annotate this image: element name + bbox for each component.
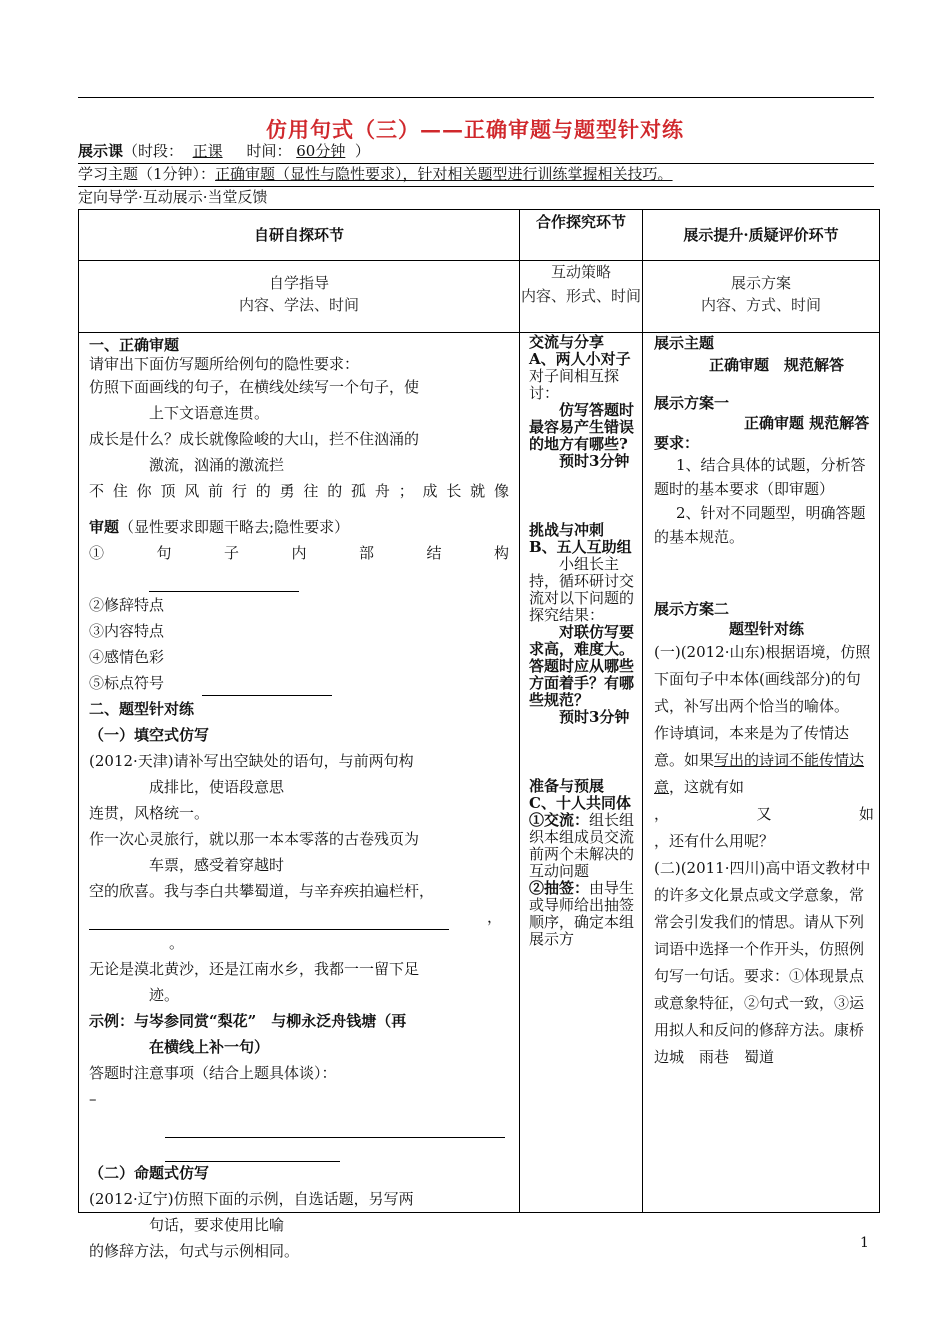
answer-blank bbox=[149, 579, 299, 592]
criteria-item: ①句子内部结构 bbox=[89, 544, 509, 562]
subheader-presentation: 展示方案 内容、方式、时间 bbox=[700, 274, 821, 314]
meta-line-2: 学习主题（1分钟）：正确审题（显性与隐性要求），针对相关题型进行训练掌握相关技巧。 bbox=[78, 165, 673, 183]
example-text: 示例：与岑参同赏“梨花” 与柳永泛舟钱塘（再 bbox=[89, 1012, 407, 1030]
criteria-item: ⑤标点符号 bbox=[89, 674, 165, 692]
section-heading: （二）命题式仿写 bbox=[89, 1164, 210, 1182]
page-number: 1 bbox=[860, 1235, 869, 1251]
subheader-self-study: 自学指导 内容、学法、时间 bbox=[238, 274, 359, 314]
subheader-cooperative: 互动策略 内容、形式、时间 bbox=[521, 263, 642, 305]
answer-blank bbox=[202, 681, 332, 696]
criteria-item: ④感情色彩 bbox=[89, 648, 165, 666]
criteria-item: ③内容特点 bbox=[89, 622, 165, 640]
section-heading: 二、题型针对练 bbox=[89, 700, 195, 718]
underlined-subject: 写出的诗词不能传情达意 bbox=[654, 751, 865, 796]
answer-blank bbox=[89, 915, 449, 930]
period-value: 正课 bbox=[192, 142, 223, 160]
meta-line-3: 定向导学·互动展示·当堂反馈 bbox=[78, 188, 268, 206]
presentation-content: 展示主题 正确审题 规范解答 展示方案一 正确审题 规范解答 要求： 1、结合具体的试题，分析答题时的基本要求（即审题） 2、针对不同题型，明确答题的基本规范。 展示方案二 题型针对练 (一)(2012·山东)根据语境，仿照下面句子中本体(画线部分)的句式，补写出两个恰当的喻体。 作诗填词，本来是为了传情达意。如果写出的诗词不能传情达意，这就有如 ， 又 如 ，还有什么用呢？ (二)(2011·四川)高中语文教材中的许多文化景点或文学意象，常常会引发我们的情思。请从下列词语中选择一个作开头，仿照例句写一句话。要求：①体现景点或意象特征，②句式一致，③运用拟人和反问的修辞方法。康桥 边城 雨巷 蜀道 bbox=[654, 334, 880, 1066]
header-cooperative: 合作探究环节 bbox=[535, 213, 626, 231]
self-study-content: 一、正确审题 请审出下面仿写题所给例句的隐性要求： 仿照下面画线的句子，在横线处续写一个句子，使 上下文语意连贯。 成长是什么？成长就像险峻的大山，拦不住汹涌的 激流，汹涌的激流拦 不住你顶风前行的勇往的孤舟；成长就像 审题（显性要求即题干略去;隐性要求） ①句子内部结构 ②修辞特点 ③内容特点 ④感情色彩 ⑤标点符号 二、题型针对练 （一）填空式仿写 (2012·天津)请补写出空缺处的语句，与前两句构 成排比，使语段意思 连贯，风格统一。 作一次心灵旅行，就以那一本本零落的古卷残页为 车票，感受着穿越时 空的欣喜。我与李白共攀蜀道，与辛弃疾拍遍栏杆， ， 。 无论是漠北黄沙，还是江南水乡，我都一一留下足 迹。 示例：与岑参同赏“梨花” 与柳永泛舟钱塘（再 在横线上补一句） 答题时注意事项（结合上题具体谈）： – （二）命题式仿写 (2012·辽宁)仿照下面的示例，自选话题，另写两 句话，要求使用比喻 的修辞方法，句式与示例相同。 bbox=[89, 336, 509, 1260]
main-table bbox=[78, 209, 880, 1260]
criteria-item: ②修辞特点 bbox=[89, 596, 165, 614]
header-self-study: 自研自探环节 bbox=[253, 226, 344, 244]
cooperative-content: 交流与分享 A、两人小对子 对子间相互探讨： 仿写答题时最容易产生错误的地方有哪些? 预时3分钟 挑战与冲刺 B、五人互助组 小组长主持，循环研讨交流对以下问题的探究结果： 对联仿写要求高，难度大。答题时应从哪些方面着手？有哪些规范？ 预时3分钟 准备与预展 C、十人共同体 ①交流：组长组织本组成员交流前两个未解决的互动问题 ②抽签：由导生或导师给出抽签顺序，确定本组展示方 bbox=[529, 333, 635, 948]
lesson-type: 展示课 bbox=[78, 142, 124, 160]
top-rule bbox=[78, 97, 874, 98]
page-title: 仿用句式（三）——正确审题与题型针对练 bbox=[266, 117, 684, 142]
section-heading: （一）填空式仿写 bbox=[89, 726, 210, 744]
time-value: 60分钟 bbox=[296, 142, 346, 160]
topic-value: 正确审题（显性与隐性要求），针对相关题型进行训练掌握相关技巧。 bbox=[215, 165, 673, 183]
section-heading: 一、正确审题 bbox=[89, 336, 180, 354]
header-presentation: 展示提升·质疑评价环节 bbox=[683, 226, 839, 244]
meta-line-1: 展示课（时段： 正课 时间： 60分钟 ） bbox=[78, 142, 370, 160]
